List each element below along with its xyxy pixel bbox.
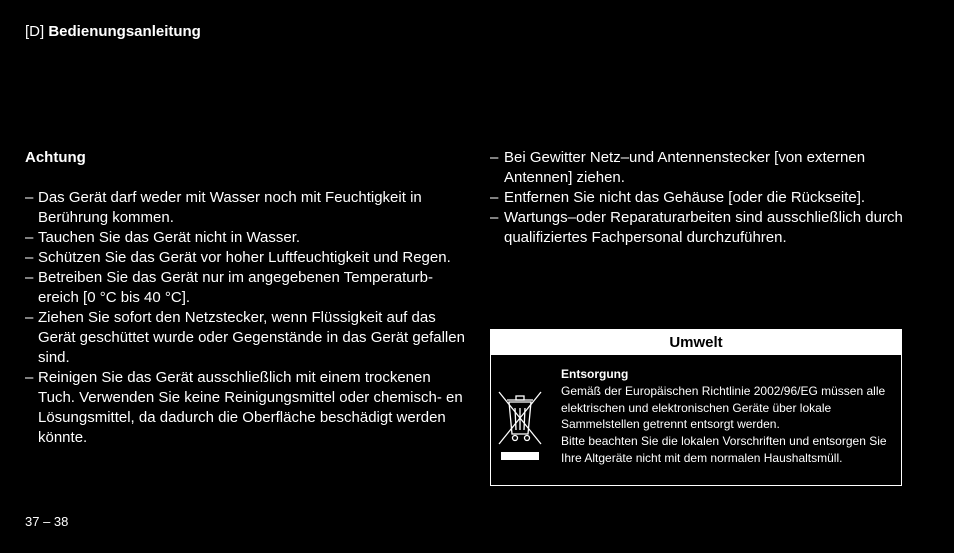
list-item: – Entfernen Sie nicht das Gehäuse [oder die Rückseite]. (490, 188, 910, 208)
disposal-paragraph: Bitte beachten Sie die lokalen Vorschriften und entsorgen Sie Ihre Altgeräte nicht mit dem normalen Haushaltsmüll. (561, 434, 887, 465)
warning-heading: Achtung (25, 149, 86, 166)
list-item: – Ziehen Sie sofort den Netzstecker, wenn Flüssigkeit auf das Gerät geschüttet wurde oder Gegenstände in das Gerät gefallen sind. (25, 308, 465, 368)
list-item: – Betreiben Sie das Gerät nur im angegebenen Temperaturb- ereich [0 °C bis 40 °C]. (25, 268, 465, 308)
environment-box (490, 329, 902, 486)
disposal-paragraph: Gemäß der Europäischen Richtlinie 2002/96/EG müssen alle elektrischen und elektronischen Geräte über lokale Sammelstellen getrennt entsorgt werden. (561, 383, 886, 432)
weee-crossed-bin-icon (497, 390, 543, 462)
list-item: – Reinigen Sie das Gerät ausschließlich mit einem trockenen Tuch. Verwenden Sie keine Reinigungsmittel oder chemisch- en Lösungsmittel, da dadurch die Oberfläche beschädigt werden könnte. (25, 368, 465, 448)
environment-title: Umwelt (491, 330, 901, 355)
warning-section (25, 148, 465, 448)
disposal-heading: Entsorgung (561, 367, 629, 381)
warning-list-continued (490, 148, 910, 248)
page-header (25, 23, 201, 40)
page-number: 37 – 38 (25, 514, 69, 529)
list-item: – Tauchen Sie das Gerät nicht in Wasser. (25, 228, 465, 248)
warning-continued (490, 148, 910, 248)
list-item: – Bei Gewitter Netz–und Antennenstecker [von externen Antennen] ziehen. (490, 148, 910, 188)
list-item: – Schützen Sie das Gerät vor hoher Luftfeuchtigkeit und Regen. (25, 248, 465, 268)
disposal-text (561, 366, 901, 467)
language-tag: [D] (25, 23, 45, 40)
header-title: Bedienungsanleitung (48, 23, 201, 40)
list-item: – Das Gerät darf weder mit Wasser noch mit Feuchtigkeit in Berührung kommen. (25, 188, 465, 228)
list-item: – Wartungs–oder Reparaturarbeiten sind ausschließlich durch qualifiziertes Fachpersonal durchzuführen. (490, 208, 910, 248)
warning-list (25, 188, 465, 448)
